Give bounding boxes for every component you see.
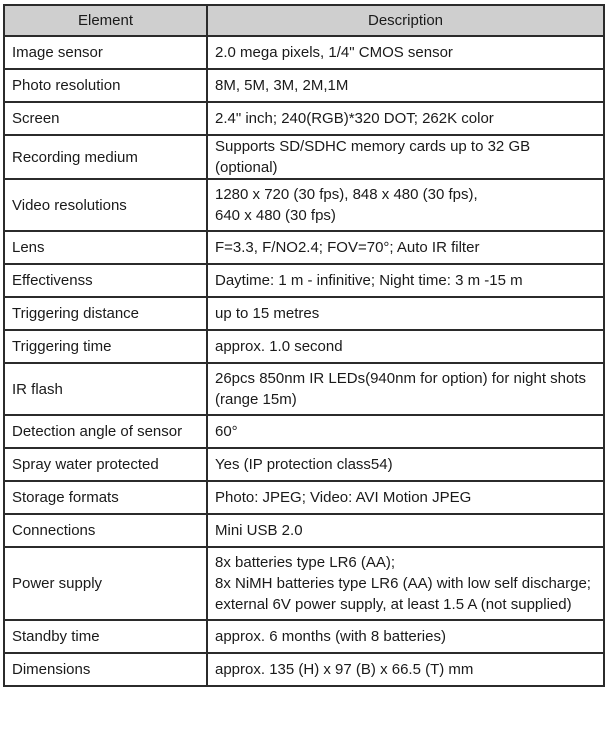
description-line: Supports SD/SDHC memory cards up to 32 GB (optional) (215, 138, 531, 176)
table-row (4, 69, 604, 102)
description-cell (207, 514, 604, 547)
table-row (4, 620, 604, 653)
element-cell: Photo resolution (4, 69, 207, 102)
description-line: Photo: JPEG; Video: AVI Motion JPEG (215, 489, 472, 506)
table-row (4, 36, 604, 69)
description-line: 26pcs 850nm IR LEDs(940nm for option) for night shots (215, 370, 587, 387)
element-cell: Power supply (4, 547, 207, 620)
description-line: 2.4" inch; 240(RGB)*320 DOT; 262K color (215, 110, 494, 127)
description-line: 8x NiMH batteries type LR6 (AA) with low self discharge; (215, 575, 591, 592)
description-line: (range 15m) (215, 391, 297, 408)
description-cell (207, 231, 604, 264)
description-cell (207, 448, 604, 481)
description-cell (207, 69, 604, 102)
description-line: approx. 135 (H) x 97 (B) x 66.5 (T) mm (215, 661, 474, 678)
description-cell (207, 102, 604, 135)
header-description: Description (207, 5, 604, 36)
spec-table (3, 4, 605, 687)
description-cell (207, 481, 604, 514)
element-cell: Triggering distance (4, 297, 207, 330)
description-line: Mini USB 2.0 (215, 522, 303, 539)
description-line: approx. 6 months (with 8 batteries) (215, 628, 446, 645)
table-row (4, 547, 604, 620)
description-line: 8x batteries type LR6 (AA); (215, 554, 396, 571)
description-line: Yes (IP protection class54) (215, 456, 393, 473)
description-cell (207, 547, 604, 620)
description-cell (207, 297, 604, 330)
header-row (4, 5, 604, 36)
description-line: 2.0 mega pixels, 1/4" CMOS sensor (215, 44, 453, 61)
description-cell (207, 264, 604, 297)
description-cell (207, 179, 604, 231)
table-row (4, 264, 604, 297)
table-row (4, 653, 604, 686)
description-cell (207, 330, 604, 363)
table-row (4, 363, 604, 415)
description-line: F=3.3, F/NO2.4; FOV=70°; Auto IR filter (215, 239, 480, 256)
table-row (4, 135, 604, 179)
table-row (4, 415, 604, 448)
description-line: approx. 1.0 second (215, 338, 343, 355)
description-line: external 6V power supply, at least 1.5 A (not supplied) (215, 596, 572, 613)
description-line: up to 15 metres (215, 305, 320, 322)
description-cell (207, 135, 604, 179)
spec-body (4, 36, 604, 686)
table-row (4, 179, 604, 231)
table-row (4, 448, 604, 481)
element-cell: Lens (4, 231, 207, 264)
description-cell (207, 363, 604, 415)
table-row (4, 102, 604, 135)
element-cell: IR flash (4, 363, 207, 415)
table-row (4, 297, 604, 330)
element-cell: Recording medium (4, 135, 207, 179)
description-line: 8M, 5M, 3M, 2M,1M (215, 77, 349, 94)
description-line: 640 x 480 (30 fps) (215, 207, 336, 224)
description-line: 1280 x 720 (30 fps), 848 x 480 (30 fps), (215, 186, 478, 203)
table-row (4, 514, 604, 547)
header-element: Element (4, 5, 207, 36)
element-cell: Triggering time (4, 330, 207, 363)
element-cell: Effectivenss (4, 264, 207, 297)
table-row (4, 481, 604, 514)
description-line: Daytime: 1 m - infinitive; Night time: 3 m -15 m (215, 272, 523, 289)
element-cell: Standby time (4, 620, 207, 653)
element-cell: Image sensor (4, 36, 207, 69)
element-cell: Screen (4, 102, 207, 135)
element-cell: Dimensions (4, 653, 207, 686)
element-cell: Video resolutions (4, 179, 207, 231)
element-cell: Storage formats (4, 481, 207, 514)
table-row (4, 231, 604, 264)
element-cell: Detection angle of sensor (4, 415, 207, 448)
element-cell: Connections (4, 514, 207, 547)
description-cell (207, 36, 604, 69)
element-cell: Spray water protected (4, 448, 207, 481)
description-cell (207, 415, 604, 448)
description-line: 60° (215, 423, 238, 440)
description-cell (207, 620, 604, 653)
description-cell (207, 653, 604, 686)
table-row (4, 330, 604, 363)
